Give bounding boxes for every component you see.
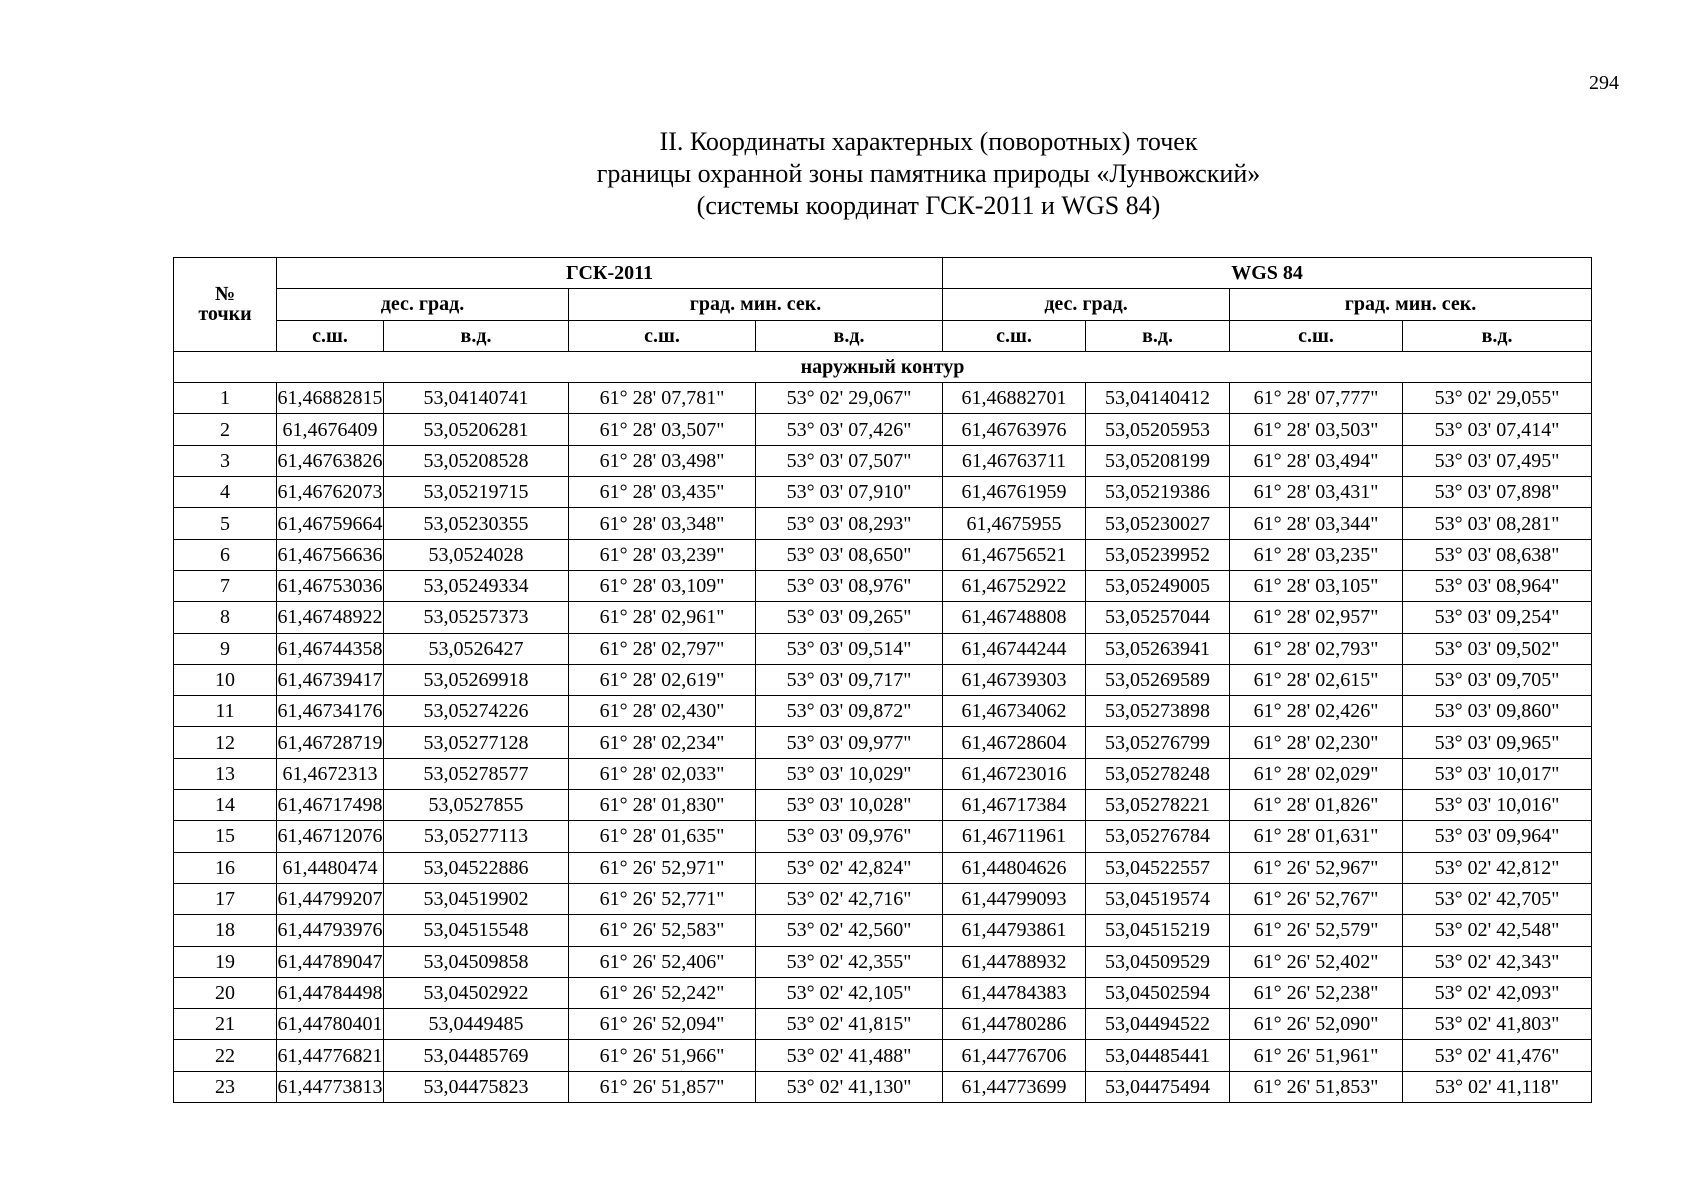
cell-wgs-dms-lat: 61° 26' 52,767" xyxy=(1230,883,1403,914)
title-line-1: II. Координаты характерных (поворотных) точек xyxy=(659,127,1198,156)
cell-gsk-dec-lat: 61,44773813 xyxy=(277,1071,384,1102)
cell-wgs-dec-lon: 53,04494522 xyxy=(1086,1009,1230,1040)
cell-wgs-dec-lat: 61,46763976 xyxy=(943,414,1086,445)
cell-gsk-dms-lon: 53° 02' 29,067" xyxy=(756,383,943,414)
cell-wgs-dec-lat: 61,44784383 xyxy=(943,977,1086,1008)
cell-wgs-dec-lat: 61,44776706 xyxy=(943,1040,1086,1071)
cell-gsk-dec-lon: 53,04485769 xyxy=(384,1040,569,1071)
cell-wgs-dec-lon: 53,05230027 xyxy=(1086,508,1230,539)
cell-wgs-dec-lon: 53,04475494 xyxy=(1086,1071,1230,1102)
cell-gsk-dms-lat: 61° 28' 02,430" xyxy=(569,696,756,727)
cell-wgs-dec-lat: 61,46728604 xyxy=(943,727,1086,758)
header-system-wgs84: WGS 84 xyxy=(943,258,1592,289)
table-row xyxy=(174,727,1592,758)
cell-wgs-dms-lat: 61° 26' 52,579" xyxy=(1230,915,1403,946)
table-row xyxy=(174,915,1592,946)
table-row xyxy=(174,508,1592,539)
cell-wgs-dms-lat: 61° 26' 51,961" xyxy=(1230,1040,1403,1071)
cell-wgs-dec-lon: 53,05269589 xyxy=(1086,664,1230,695)
table-body xyxy=(174,351,1592,1102)
document-title xyxy=(0,126,1697,222)
cell-gsk-dec-lat: 61,44776821 xyxy=(277,1040,384,1071)
table-row xyxy=(174,602,1592,633)
table-row xyxy=(174,383,1592,414)
header-axis-lon: в.д. xyxy=(384,320,569,351)
cell-gsk-dms-lat: 61° 28' 02,797" xyxy=(569,633,756,664)
header-row-systems xyxy=(174,258,1592,289)
cell-wgs-dms-lon: 53° 03' 07,414" xyxy=(1403,414,1592,445)
cell-gsk-dec-lon: 53,05269918 xyxy=(384,664,569,695)
cell-gsk-dec-lat: 61,46882815 xyxy=(277,383,384,414)
cell-gsk-dms-lon: 53° 03' 07,910" xyxy=(756,477,943,508)
cell-wgs-dec-lat: 61,46761959 xyxy=(943,477,1086,508)
cell-gsk-dec-lon: 53,05277128 xyxy=(384,727,569,758)
cell-gsk-dec-lon: 53,05230355 xyxy=(384,508,569,539)
cell-gsk-dec-lon: 53,05208528 xyxy=(384,445,569,476)
cell-gsk-dms-lat: 61° 28' 03,507" xyxy=(569,414,756,445)
cell-gsk-dms-lon: 53° 03' 07,507" xyxy=(756,445,943,476)
cell-wgs-dec-lon: 53,05208199 xyxy=(1086,445,1230,476)
cell-wgs-dec-lat: 61,46752922 xyxy=(943,570,1086,601)
cell-gsk-dec-lat: 61,44789047 xyxy=(277,946,384,977)
cell-wgs-dms-lon: 53° 02' 42,705" xyxy=(1403,883,1592,914)
table-row xyxy=(174,790,1592,821)
cell-wgs-dec-lat: 61,44804626 xyxy=(943,852,1086,883)
cell-gsk-dms-lat: 61° 26' 52,971" xyxy=(569,852,756,883)
cell-wgs-dec-lon: 53,05205953 xyxy=(1086,414,1230,445)
cell-wgs-dec-lon: 53,04485441 xyxy=(1086,1040,1230,1071)
cell-wgs-dec-lon: 53,05276799 xyxy=(1086,727,1230,758)
cell-gsk-dms-lat: 61° 28' 07,781" xyxy=(569,383,756,414)
table-row xyxy=(174,1071,1592,1102)
cell-wgs-dms-lon: 53° 03' 08,638" xyxy=(1403,539,1592,570)
cell-gsk-dec-lat: 61,44780401 xyxy=(277,1009,384,1040)
section-row xyxy=(174,351,1592,382)
cell-point-number: 2 xyxy=(174,414,277,445)
cell-wgs-dec-lat: 61,44773699 xyxy=(943,1071,1086,1102)
cell-gsk-dec-lat: 61,46748922 xyxy=(277,602,384,633)
cell-point-number: 5 xyxy=(174,508,277,539)
cell-gsk-dms-lon: 53° 03' 08,293" xyxy=(756,508,943,539)
cell-wgs-dec-lat: 61,46882701 xyxy=(943,383,1086,414)
cell-gsk-dec-lon: 53,04519902 xyxy=(384,883,569,914)
cell-gsk-dec-lat: 61,44784498 xyxy=(277,977,384,1008)
cell-gsk-dec-lat: 61,46763826 xyxy=(277,445,384,476)
cell-wgs-dec-lon: 53,04515219 xyxy=(1086,915,1230,946)
cell-gsk-dec-lon: 53,0527855 xyxy=(384,790,569,821)
cell-wgs-dec-lon: 53,04502594 xyxy=(1086,977,1230,1008)
cell-gsk-dec-lat: 61,46756636 xyxy=(277,539,384,570)
cell-wgs-dms-lon: 53° 03' 09,705" xyxy=(1403,664,1592,695)
header-axis-lon: в.д. xyxy=(756,320,943,351)
cell-wgs-dec-lat: 61,4675955 xyxy=(943,508,1086,539)
cell-wgs-dms-lat: 61° 28' 07,777" xyxy=(1230,383,1403,414)
cell-wgs-dms-lat: 61° 26' 52,090" xyxy=(1230,1009,1403,1040)
cell-gsk-dms-lat: 61° 28' 01,635" xyxy=(569,821,756,852)
cell-point-number: 23 xyxy=(174,1071,277,1102)
table-row xyxy=(174,977,1592,1008)
cell-gsk-dms-lon: 53° 02' 41,488" xyxy=(756,1040,943,1071)
cell-point-number: 8 xyxy=(174,602,277,633)
table-row xyxy=(174,414,1592,445)
cell-wgs-dms-lat: 61° 28' 03,235" xyxy=(1230,539,1403,570)
cell-gsk-dms-lon: 53° 03' 09,265" xyxy=(756,602,943,633)
header-system-gsk2011: ГСК-2011 xyxy=(277,258,943,289)
cell-gsk-dms-lon: 53° 03' 08,976" xyxy=(756,570,943,601)
cell-wgs-dms-lat: 61° 28' 02,426" xyxy=(1230,696,1403,727)
cell-wgs-dec-lat: 61,46756521 xyxy=(943,539,1086,570)
cell-gsk-dec-lon: 53,05274226 xyxy=(384,696,569,727)
cell-wgs-dec-lat: 61,44788932 xyxy=(943,946,1086,977)
cell-gsk-dms-lat: 61° 28' 03,239" xyxy=(569,539,756,570)
cell-point-number: 4 xyxy=(174,477,277,508)
table-row xyxy=(174,477,1592,508)
cell-wgs-dec-lat: 61,46723016 xyxy=(943,758,1086,789)
header-format-dms-gsk: град. мин. сек. xyxy=(569,289,943,320)
cell-point-number: 21 xyxy=(174,1009,277,1040)
cell-gsk-dms-lat: 61° 28' 02,961" xyxy=(569,602,756,633)
cell-point-number: 18 xyxy=(174,915,277,946)
cell-gsk-dms-lon: 53° 02' 42,560" xyxy=(756,915,943,946)
cell-gsk-dms-lat: 61° 28' 02,619" xyxy=(569,664,756,695)
cell-point-number: 13 xyxy=(174,758,277,789)
section-label: наружный контур xyxy=(174,351,1592,382)
cell-gsk-dms-lat: 61° 26' 52,583" xyxy=(569,915,756,946)
cell-wgs-dec-lon: 53,04522557 xyxy=(1086,852,1230,883)
cell-wgs-dec-lat: 61,46744244 xyxy=(943,633,1086,664)
cell-gsk-dec-lat: 61,44793976 xyxy=(277,915,384,946)
header-point-number xyxy=(174,258,277,352)
cell-gsk-dec-lon: 53,04475823 xyxy=(384,1071,569,1102)
cell-point-number: 22 xyxy=(174,1040,277,1071)
cell-point-number: 10 xyxy=(174,664,277,695)
table-row xyxy=(174,821,1592,852)
table-row xyxy=(174,883,1592,914)
cell-gsk-dms-lon: 53° 03' 08,650" xyxy=(756,539,943,570)
cell-wgs-dms-lon: 53° 02' 42,093" xyxy=(1403,977,1592,1008)
cell-wgs-dms-lon: 53° 03' 10,017" xyxy=(1403,758,1592,789)
cell-gsk-dms-lon: 53° 03' 07,426" xyxy=(756,414,943,445)
cell-gsk-dms-lat: 61° 28' 01,830" xyxy=(569,790,756,821)
cell-gsk-dec-lon: 53,04509858 xyxy=(384,946,569,977)
cell-gsk-dec-lat: 61,46759664 xyxy=(277,508,384,539)
cell-gsk-dms-lat: 61° 26' 52,406" xyxy=(569,946,756,977)
cell-wgs-dms-lon: 53° 02' 29,055" xyxy=(1403,383,1592,414)
cell-wgs-dms-lon: 53° 03' 09,964" xyxy=(1403,821,1592,852)
cell-gsk-dms-lon: 53° 03' 10,029" xyxy=(756,758,943,789)
cell-wgs-dec-lat: 61,46763711 xyxy=(943,445,1086,476)
cell-point-number: 1 xyxy=(174,383,277,414)
header-axis-lon: в.д. xyxy=(1403,320,1592,351)
cell-wgs-dec-lat: 61,46717384 xyxy=(943,790,1086,821)
table-row xyxy=(174,852,1592,883)
cell-gsk-dms-lat: 61° 26' 51,966" xyxy=(569,1040,756,1071)
cell-wgs-dms-lat: 61° 26' 52,238" xyxy=(1230,977,1403,1008)
cell-gsk-dec-lon: 53,05257373 xyxy=(384,602,569,633)
cell-gsk-dec-lat: 61,46712076 xyxy=(277,821,384,852)
cell-wgs-dec-lon: 53,05257044 xyxy=(1086,602,1230,633)
cell-gsk-dms-lat: 61° 28' 03,498" xyxy=(569,445,756,476)
cell-gsk-dec-lat: 61,44799207 xyxy=(277,883,384,914)
cell-wgs-dec-lat: 61,46734062 xyxy=(943,696,1086,727)
cell-gsk-dec-lat: 61,46717498 xyxy=(277,790,384,821)
cell-point-number: 17 xyxy=(174,883,277,914)
cell-gsk-dms-lat: 61° 28' 03,109" xyxy=(569,570,756,601)
cell-gsk-dec-lat: 61,46739417 xyxy=(277,664,384,695)
cell-gsk-dec-lon: 53,05206281 xyxy=(384,414,569,445)
cell-wgs-dec-lat: 61,46711961 xyxy=(943,821,1086,852)
header-point-number-line-2: точки xyxy=(198,303,252,326)
cell-wgs-dec-lon: 53,05219386 xyxy=(1086,477,1230,508)
cell-gsk-dec-lat: 61,46728719 xyxy=(277,727,384,758)
cell-gsk-dec-lon: 53,04502922 xyxy=(384,977,569,1008)
cell-wgs-dms-lat: 61° 26' 52,967" xyxy=(1230,852,1403,883)
cell-wgs-dms-lon: 53° 03' 09,965" xyxy=(1403,727,1592,758)
cell-gsk-dec-lon: 53,04522886 xyxy=(384,852,569,883)
cell-gsk-dec-lon: 53,05277113 xyxy=(384,821,569,852)
cell-wgs-dms-lat: 61° 28' 02,029" xyxy=(1230,758,1403,789)
cell-wgs-dec-lon: 53,05278221 xyxy=(1086,790,1230,821)
cell-gsk-dms-lon: 53° 02' 41,815" xyxy=(756,1009,943,1040)
cell-wgs-dms-lon: 53° 02' 41,118" xyxy=(1403,1071,1592,1102)
cell-gsk-dms-lon: 53° 02' 42,824" xyxy=(756,852,943,883)
cell-wgs-dms-lon: 53° 02' 42,548" xyxy=(1403,915,1592,946)
table-row xyxy=(174,758,1592,789)
cell-wgs-dms-lat: 61° 26' 52,402" xyxy=(1230,946,1403,977)
cell-wgs-dec-lon: 53,04140412 xyxy=(1086,383,1230,414)
cell-wgs-dec-lat: 61,44793861 xyxy=(943,915,1086,946)
cell-gsk-dms-lon: 53° 03' 09,977" xyxy=(756,727,943,758)
title-line-3: (системы координат ГСК-2011 и WGS 84) xyxy=(696,191,1161,220)
cell-gsk-dec-lon: 53,04140741 xyxy=(384,383,569,414)
cell-gsk-dec-lon: 53,04515548 xyxy=(384,915,569,946)
cell-point-number: 15 xyxy=(174,821,277,852)
cell-wgs-dms-lon: 53° 03' 08,964" xyxy=(1403,570,1592,601)
cell-gsk-dec-lon: 53,0526427 xyxy=(384,633,569,664)
cell-wgs-dms-lon: 53° 02' 42,812" xyxy=(1403,852,1592,883)
cell-gsk-dms-lon: 53° 03' 09,717" xyxy=(756,664,943,695)
cell-gsk-dms-lat: 61° 26' 51,857" xyxy=(569,1071,756,1102)
cell-wgs-dec-lon: 53,05276784 xyxy=(1086,821,1230,852)
cell-wgs-dec-lat: 61,44799093 xyxy=(943,883,1086,914)
cell-wgs-dms-lon: 53° 02' 41,476" xyxy=(1403,1040,1592,1071)
cell-wgs-dms-lon: 53° 03' 07,495" xyxy=(1403,445,1592,476)
cell-wgs-dms-lat: 61° 28' 03,344" xyxy=(1230,508,1403,539)
cell-wgs-dec-lon: 53,05278248 xyxy=(1086,758,1230,789)
header-point-number-line-1: № xyxy=(214,283,236,306)
coordinates-table xyxy=(173,257,1592,1103)
cell-gsk-dms-lon: 53° 02' 41,130" xyxy=(756,1071,943,1102)
cell-wgs-dec-lon: 53,05273898 xyxy=(1086,696,1230,727)
cell-gsk-dms-lat: 61° 28' 03,435" xyxy=(569,477,756,508)
table-row xyxy=(174,664,1592,695)
cell-point-number: 3 xyxy=(174,445,277,476)
cell-point-number: 20 xyxy=(174,977,277,1008)
cell-wgs-dms-lat: 61° 28' 02,957" xyxy=(1230,602,1403,633)
cell-gsk-dms-lon: 53° 03' 09,976" xyxy=(756,821,943,852)
cell-wgs-dms-lat: 61° 28' 03,431" xyxy=(1230,477,1403,508)
cell-wgs-dec-lon: 53,05249005 xyxy=(1086,570,1230,601)
cell-wgs-dms-lon: 53° 02' 41,803" xyxy=(1403,1009,1592,1040)
cell-point-number: 11 xyxy=(174,696,277,727)
cell-wgs-dms-lon: 53° 03' 08,281" xyxy=(1403,508,1592,539)
cell-wgs-dms-lat: 61° 28' 02,230" xyxy=(1230,727,1403,758)
title-line-2: границы охранной зоны памятника природы «Лунвожский» xyxy=(596,159,1261,188)
cell-gsk-dec-lon: 53,05219715 xyxy=(384,477,569,508)
cell-wgs-dec-lon: 53,05239952 xyxy=(1086,539,1230,570)
cell-wgs-dms-lat: 61° 28' 03,503" xyxy=(1230,414,1403,445)
cell-gsk-dec-lon: 53,05278577 xyxy=(384,758,569,789)
cell-point-number: 6 xyxy=(174,539,277,570)
cell-gsk-dec-lat: 61,46753036 xyxy=(277,570,384,601)
cell-wgs-dms-lon: 53° 03' 10,016" xyxy=(1403,790,1592,821)
cell-point-number: 14 xyxy=(174,790,277,821)
cell-wgs-dms-lon: 53° 03' 09,860" xyxy=(1403,696,1592,727)
cell-gsk-dec-lat: 61,46734176 xyxy=(277,696,384,727)
header-axis-lat: с.ш. xyxy=(569,320,756,351)
cell-gsk-dec-lat: 61,46762073 xyxy=(277,477,384,508)
cell-gsk-dms-lat: 61° 28' 02,234" xyxy=(569,727,756,758)
page-number: 294 xyxy=(1589,72,1619,94)
cell-wgs-dms-lat: 61° 28' 01,826" xyxy=(1230,790,1403,821)
cell-wgs-dms-lat: 61° 28' 02,615" xyxy=(1230,664,1403,695)
cell-gsk-dms-lat: 61° 26' 52,094" xyxy=(569,1009,756,1040)
cell-wgs-dms-lat: 61° 28' 03,494" xyxy=(1230,445,1403,476)
cell-gsk-dec-lat: 61,46744358 xyxy=(277,633,384,664)
table-row xyxy=(174,946,1592,977)
cell-wgs-dms-lon: 53° 02' 42,343" xyxy=(1403,946,1592,977)
cell-wgs-dms-lon: 53° 03' 09,502" xyxy=(1403,633,1592,664)
cell-wgs-dms-lon: 53° 03' 09,254" xyxy=(1403,602,1592,633)
header-row-formats xyxy=(174,289,1592,320)
cell-point-number: 12 xyxy=(174,727,277,758)
cell-gsk-dms-lon: 53° 03' 10,028" xyxy=(756,790,943,821)
cell-wgs-dec-lon: 53,05263941 xyxy=(1086,633,1230,664)
cell-gsk-dms-lon: 53° 02' 42,355" xyxy=(756,946,943,977)
header-row-axes xyxy=(174,320,1592,351)
cell-point-number: 9 xyxy=(174,633,277,664)
cell-point-number: 19 xyxy=(174,946,277,977)
table-row xyxy=(174,633,1592,664)
header-axis-lon: в.д. xyxy=(1086,320,1230,351)
cell-wgs-dms-lat: 61° 28' 03,105" xyxy=(1230,570,1403,601)
cell-gsk-dms-lon: 53° 02' 42,716" xyxy=(756,883,943,914)
table-row xyxy=(174,539,1592,570)
cell-point-number: 7 xyxy=(174,570,277,601)
header-axis-lat: с.ш. xyxy=(277,320,384,351)
cell-gsk-dec-lat: 61,4676409 xyxy=(277,414,384,445)
cell-gsk-dms-lat: 61° 26' 52,242" xyxy=(569,977,756,1008)
cell-wgs-dms-lat: 61° 28' 02,793" xyxy=(1230,633,1403,664)
table-row xyxy=(174,1040,1592,1071)
cell-gsk-dec-lat: 61,4480474 xyxy=(277,852,384,883)
cell-gsk-dms-lat: 61° 28' 03,348" xyxy=(569,508,756,539)
cell-gsk-dms-lon: 53° 02' 42,105" xyxy=(756,977,943,1008)
cell-gsk-dec-lat: 61,4672313 xyxy=(277,758,384,789)
cell-wgs-dec-lat: 61,46748808 xyxy=(943,602,1086,633)
header-format-decimal-wgs: дес. град. xyxy=(943,289,1230,320)
cell-point-number: 16 xyxy=(174,852,277,883)
cell-gsk-dms-lat: 61° 28' 02,033" xyxy=(569,758,756,789)
cell-wgs-dec-lat: 61,46739303 xyxy=(943,664,1086,695)
cell-gsk-dec-lon: 53,0524028 xyxy=(384,539,569,570)
cell-gsk-dms-lon: 53° 03' 09,872" xyxy=(756,696,943,727)
table-row xyxy=(174,696,1592,727)
table-row xyxy=(174,570,1592,601)
header-axis-lat: с.ш. xyxy=(1230,320,1403,351)
cell-gsk-dms-lon: 53° 03' 09,514" xyxy=(756,633,943,664)
header-format-dms-wgs: град. мин. сек. xyxy=(1230,289,1592,320)
table-row xyxy=(174,1009,1592,1040)
header-axis-lat: с.ш. xyxy=(943,320,1086,351)
cell-gsk-dec-lon: 53,0449485 xyxy=(384,1009,569,1040)
cell-wgs-dms-lon: 53° 03' 07,898" xyxy=(1403,477,1592,508)
cell-wgs-dec-lat: 61,44780286 xyxy=(943,1009,1086,1040)
table-row xyxy=(174,445,1592,476)
header-format-decimal-gsk: дес. град. xyxy=(277,289,569,320)
cell-wgs-dms-lat: 61° 26' 51,853" xyxy=(1230,1071,1403,1102)
cell-gsk-dms-lat: 61° 26' 52,771" xyxy=(569,883,756,914)
cell-gsk-dec-lon: 53,05249334 xyxy=(384,570,569,601)
cell-wgs-dec-lon: 53,04519574 xyxy=(1086,883,1230,914)
cell-wgs-dec-lon: 53,04509529 xyxy=(1086,946,1230,977)
cell-wgs-dms-lat: 61° 28' 01,631" xyxy=(1230,821,1403,852)
